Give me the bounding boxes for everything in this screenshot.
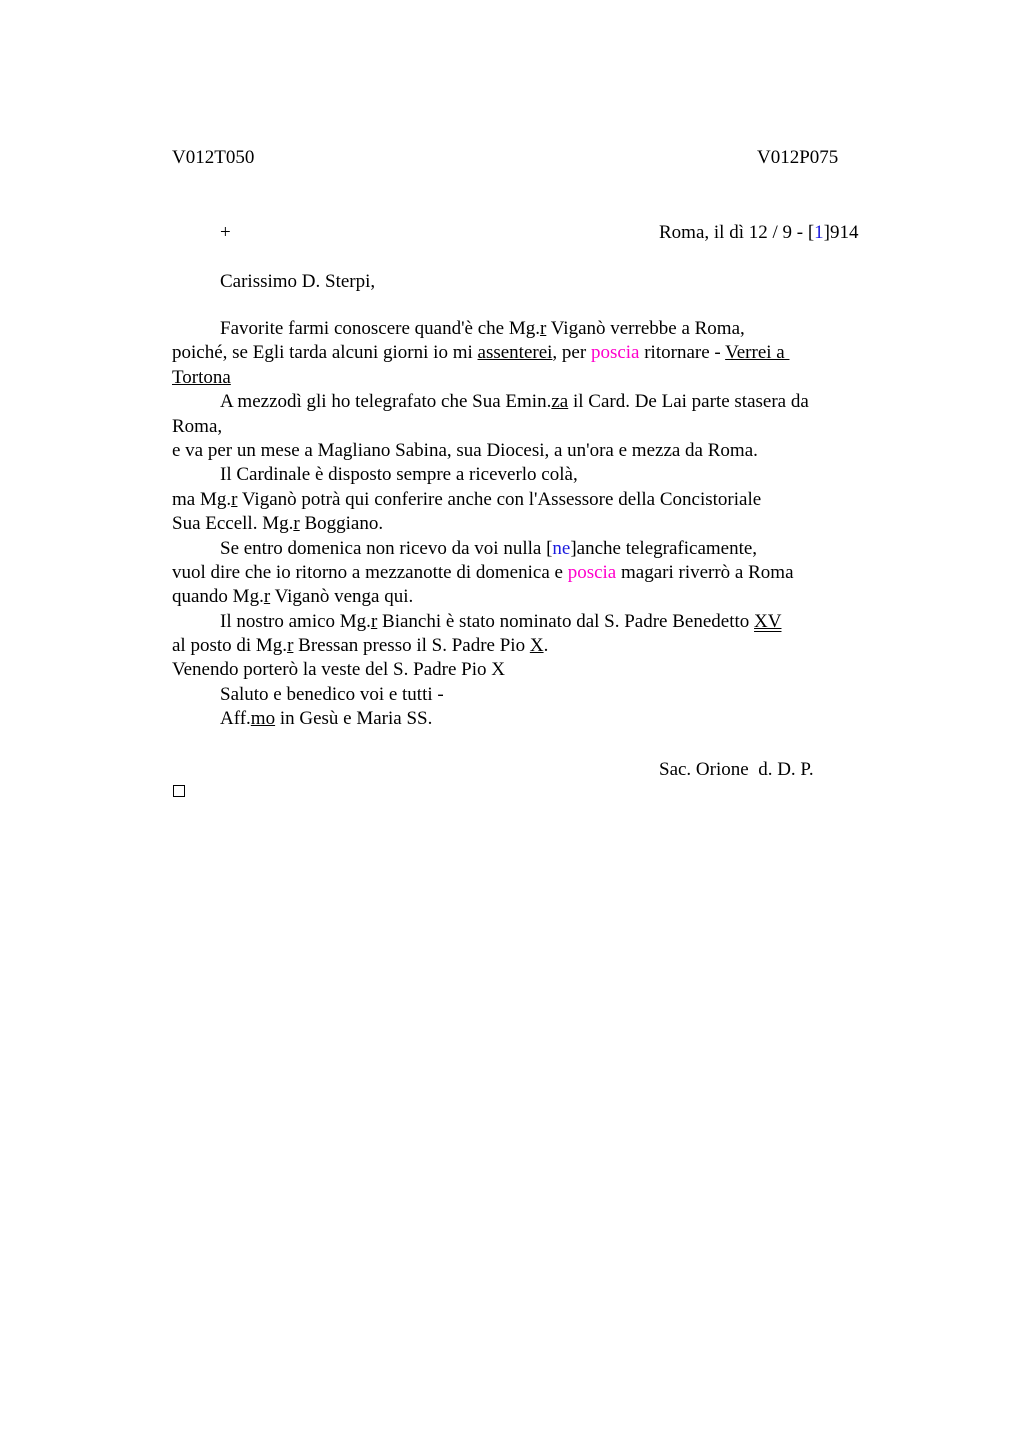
- body-line: Tortona: [172, 366, 231, 388]
- date-editorial-insert: 1: [814, 222, 824, 243]
- body-line: ma Mg.r Viganò potrà qui conferire anche con l'Assessore della Concistoriale: [172, 488, 762, 510]
- body-line: A mezzodì gli ho telegrafato che Sua Emin.za il Card. De Lai parte stasera da: [220, 391, 809, 413]
- body-line: Favorite farmi conoscere quand'è che Mg.r Viganò verrebbe a Roma,: [220, 318, 745, 339]
- body-line: Se entro domenica non ricevo da voi nulla [ne]anche telegraficamente,: [220, 537, 758, 559]
- highlighted-word: poscia: [567, 561, 617, 583]
- body-line: e va per un mese a Magliano Sabina, sua Diocesi, a un'ora e mezza da Roma.: [172, 439, 758, 461]
- document-code-left: V012T050: [172, 147, 255, 168]
- end-marker-box: [173, 785, 185, 797]
- body-line: vuol dire che io ritorno a mezzanotte di domenica e poscia magari riverrò a Roma: [172, 561, 794, 583]
- editorial-insert: ne: [552, 537, 571, 559]
- body-line: Venendo porterò la veste del S. Padre Pio X: [172, 659, 505, 681]
- body-line: Il nostro amico Mg.r Bianchi è stato nominato dal S. Padre Benedetto XV: [220, 610, 782, 632]
- salutation: Carissimo D. Sterpi,: [220, 271, 376, 292]
- body-line: Roma,: [172, 415, 223, 437]
- letter-body: [172, 317, 872, 732]
- body-line: Sua Eccell. Mg.r Boggiano.: [172, 513, 384, 535]
- highlighted-word: poscia: [590, 342, 640, 364]
- letter-date: Roma, il dì 12 / 9 - [1]914: [659, 222, 859, 243]
- signature: Sac. Orione d. D. P.: [659, 759, 814, 780]
- cross-symbol: +: [220, 222, 231, 243]
- body-line: quando Mg.r Viganò venga qui.: [172, 586, 414, 608]
- body-line: poiché, se Egli tarda alcuni giorni io mi assenterei, per poscia ritornare - Verrei a: [172, 342, 790, 364]
- document-code-right: V012P075: [757, 147, 839, 168]
- closing-line: Aff.mo in Gesù e Maria SS.: [220, 708, 433, 730]
- body-line: Il Cardinale è disposto sempre a riceverlo colà,: [220, 464, 578, 486]
- body-line: al posto di Mg.r Bressan presso il S. Padre Pio X.: [172, 635, 549, 657]
- greeting-line: Saluto e benedico voi e tutti -: [220, 683, 444, 705]
